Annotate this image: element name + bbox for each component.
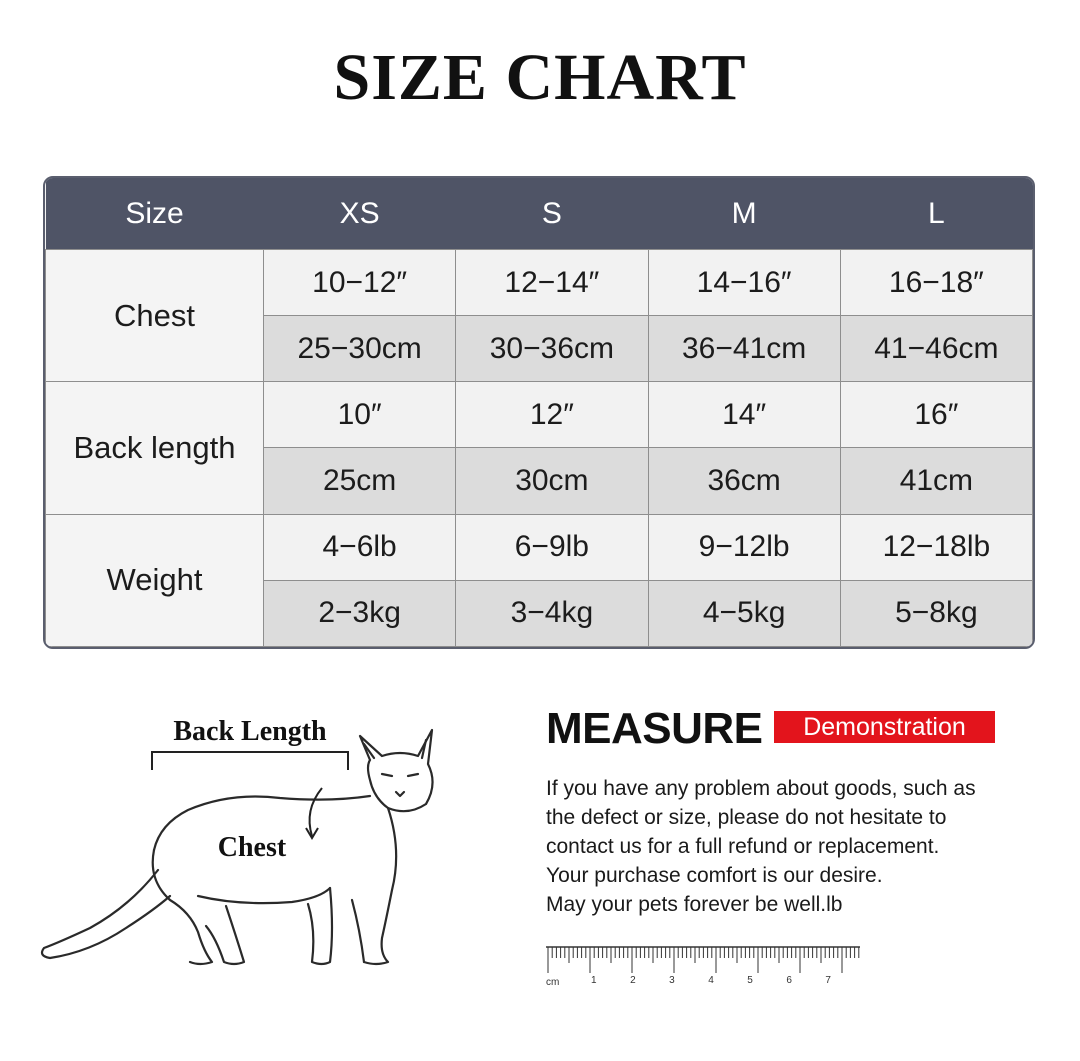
size-table — [43, 176, 1035, 649]
page-title: SIZE CHART — [333, 41, 747, 114]
description-line: Your purchase comfort is our desire. — [546, 864, 883, 887]
ruler-number: 6 — [786, 975, 792, 986]
table-cell: 12−14″ — [456, 250, 648, 316]
header-s: S — [456, 178, 648, 250]
table-cell: 4−5kg — [648, 580, 840, 646]
table-cell: 10″ — [264, 382, 456, 448]
measure-description — [546, 774, 1026, 919]
description-line: If you have any problem about goods, such as — [546, 777, 976, 800]
table-cell: 6−9lb — [456, 514, 648, 580]
ruler-number: 1 — [591, 975, 597, 986]
ruler-number: 5 — [747, 975, 753, 986]
table-cell: 36cm — [648, 448, 840, 514]
row-label-back-length: Back length — [46, 382, 264, 514]
ruler-icon — [544, 945, 864, 990]
row-label-chest: Chest — [46, 250, 264, 382]
description-line: May your pets forever be well.lb — [546, 893, 843, 916]
table-cell: 2−3kg — [264, 580, 456, 646]
back-length-label: Back Length — [173, 716, 327, 747]
header-m: M — [648, 178, 840, 250]
table-cell: 16−18″ — [840, 250, 1032, 316]
description-line: contact us for a full refund or replacement. — [546, 835, 940, 858]
table-row — [46, 250, 1033, 316]
table-cell: 14″ — [648, 382, 840, 448]
table-cell: 4−6lb — [264, 514, 456, 580]
ruler-unit: cm — [546, 977, 560, 988]
demonstration-badge: Demonstration — [774, 711, 995, 743]
row-label-weight: Weight — [46, 514, 264, 646]
table-cell: 30cm — [456, 448, 648, 514]
chest-measure-line — [310, 788, 322, 836]
table-cell: 10−12″ — [264, 250, 456, 316]
table-cell: 12″ — [456, 382, 648, 448]
table-cell: 16″ — [840, 382, 1032, 448]
table-cell: 25−30cm — [264, 316, 456, 382]
description-line: the defect or size, please do not hesitate to — [546, 806, 947, 829]
measure-heading: MEASURE — [546, 704, 763, 753]
table-cell: 5−8kg — [840, 580, 1032, 646]
cat-illustration — [30, 700, 470, 1000]
table-cell: 14−16″ — [648, 250, 840, 316]
table-cell: 41−46cm — [840, 316, 1032, 382]
table-cell: 25cm — [264, 448, 456, 514]
table-cell: 30−36cm — [456, 316, 648, 382]
header-l: L — [840, 178, 1032, 250]
ruler-number: 4 — [708, 975, 714, 986]
header-size: Size — [46, 178, 264, 250]
header-xs: XS — [264, 178, 456, 250]
table-cell: 36−41cm — [648, 316, 840, 382]
table-row — [46, 382, 1033, 448]
table-header-row — [46, 178, 1033, 250]
back-length-bracket — [152, 752, 348, 770]
table-cell: 3−4kg — [456, 580, 648, 646]
chest-label: Chest — [217, 832, 287, 863]
table-cell: 12−18lb — [840, 514, 1032, 580]
table-row — [46, 514, 1033, 580]
ruler-number: 7 — [825, 975, 831, 986]
table-cell: 9−12lb — [648, 514, 840, 580]
table-cell: 41cm — [840, 448, 1032, 514]
ruler-number: 3 — [669, 975, 675, 986]
ruler-number: 2 — [630, 975, 636, 986]
